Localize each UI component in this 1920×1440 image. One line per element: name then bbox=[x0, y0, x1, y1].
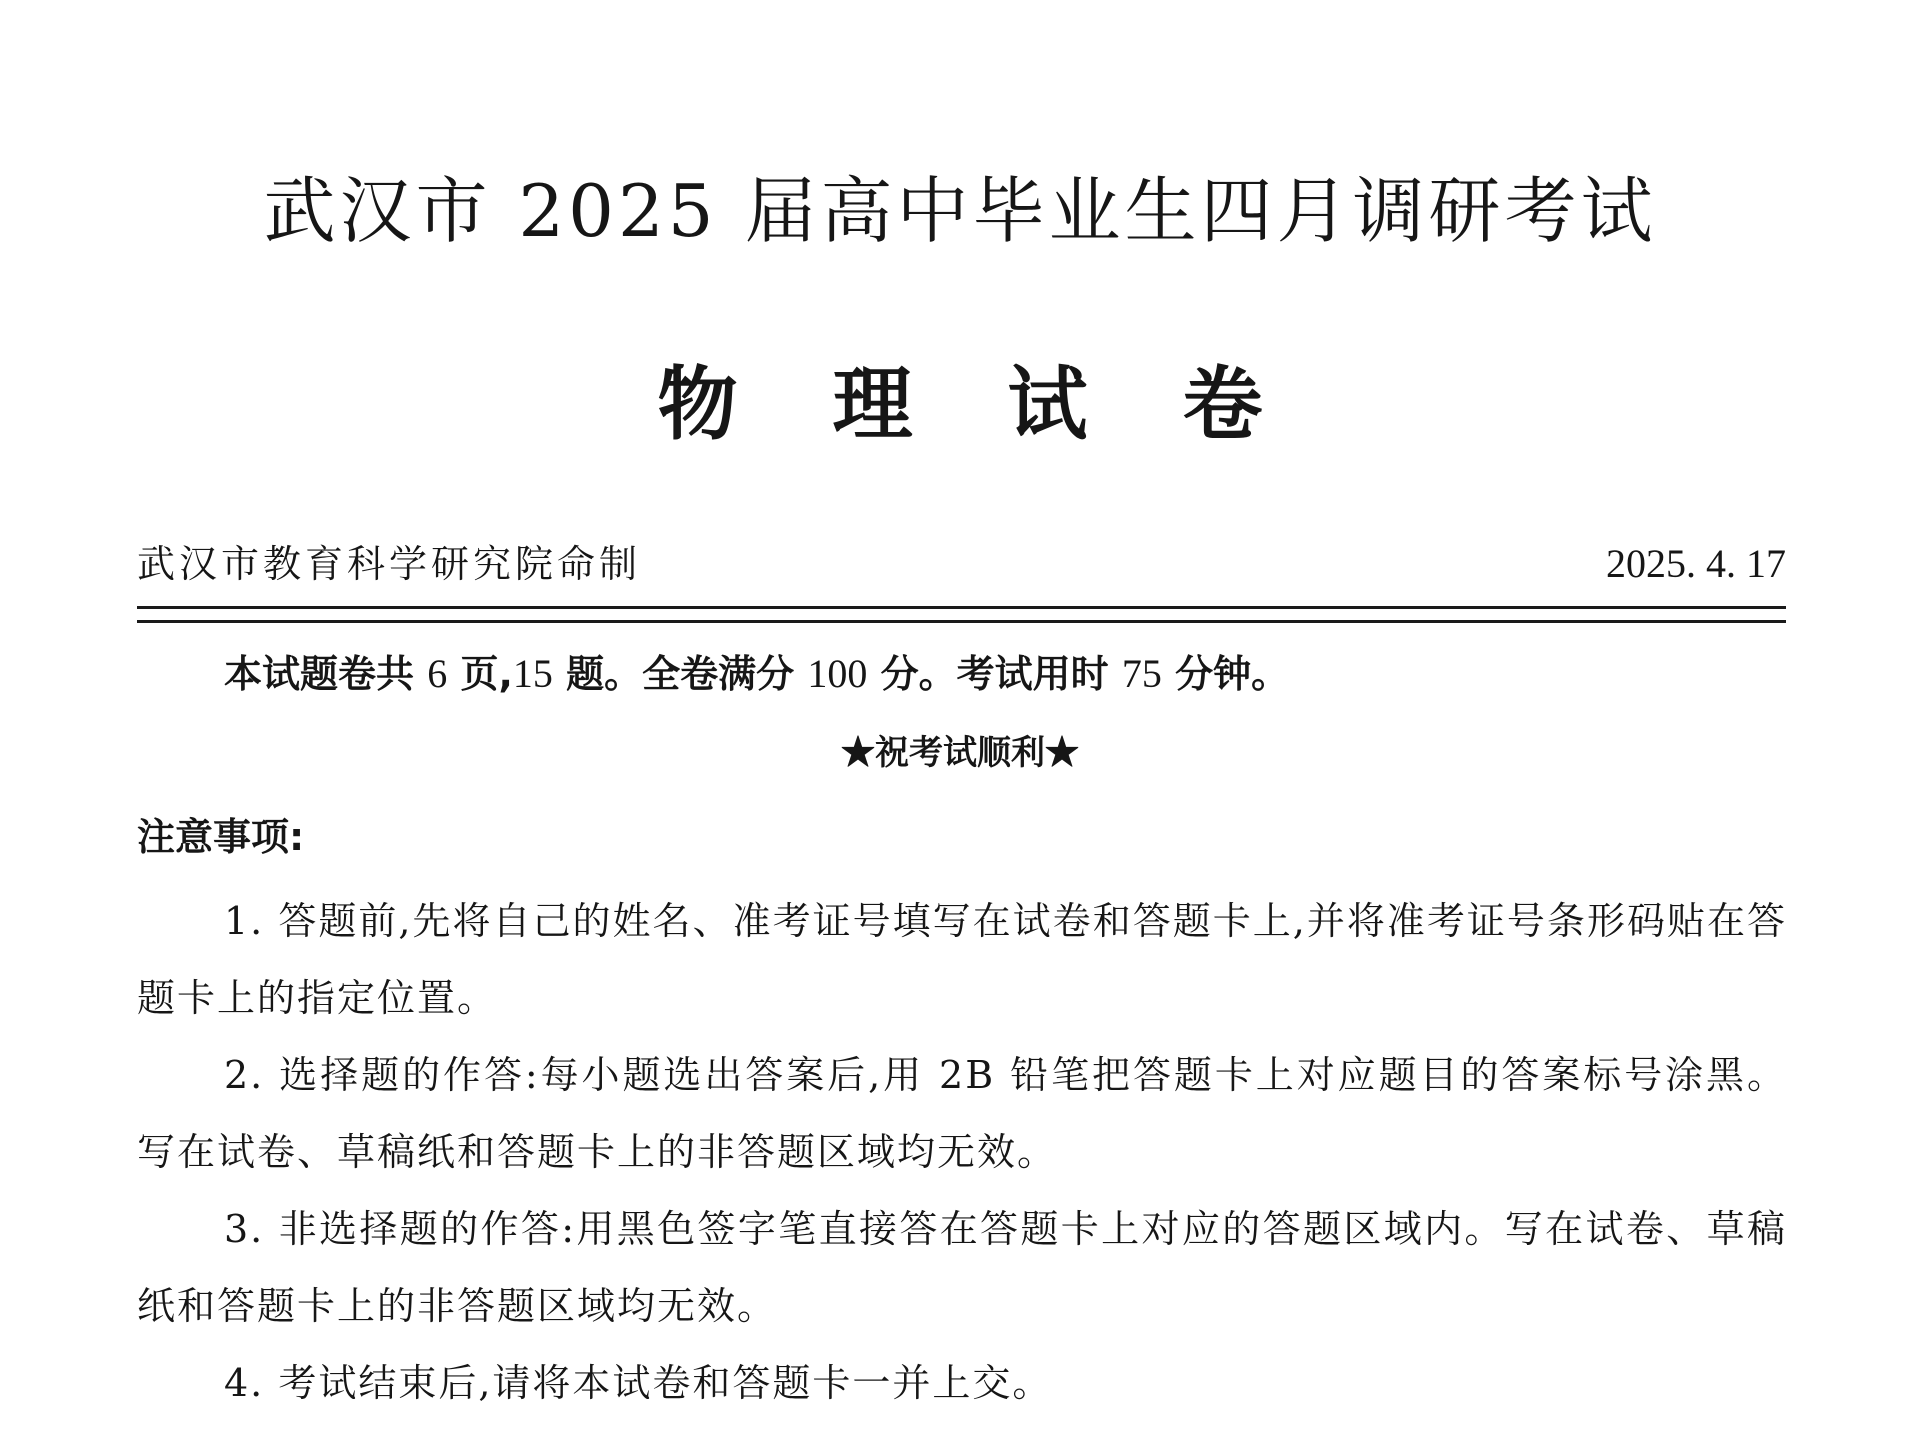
question-count-unit: 题。全卷满分 bbox=[566, 652, 795, 696]
meta-row bbox=[137, 540, 1786, 588]
time-limit: 75 bbox=[1121, 651, 1162, 696]
note-item: 3. 非选择题的作答:用黑色签字笔直接答在答题卡上对应的答题区域内。写在试卷、草稿纸和答题卡上的非答题区域均无效。 bbox=[137, 1207, 1787, 1328]
issuer-label: 武汉市教育科学研究院命制 bbox=[137, 542, 642, 586]
question-count: 15 bbox=[512, 651, 553, 696]
exam-summary bbox=[224, 650, 1289, 698]
exam-title: 武汉市 2025 届高中毕业生四月调研考试 bbox=[263, 169, 1657, 253]
full-score-unit: 分。考试用时 bbox=[880, 652, 1109, 696]
time-limit-unit: 分钟。 bbox=[1175, 652, 1290, 696]
note-item: 1. 答题前,先将自己的姓名、准考证号填写在试卷和答题卡上,并将准考证号条形码贴在答题卡上的指定位置。 bbox=[137, 899, 1787, 1020]
full-score: 100 bbox=[807, 651, 868, 696]
subject-title: 物理试卷 bbox=[657, 358, 1358, 451]
double-rule-divider bbox=[137, 606, 1786, 623]
summary-prefix: 本试题卷共 bbox=[224, 652, 415, 696]
blessing-line: ★祝考试顺利★ bbox=[841, 733, 1079, 773]
note-item: 4. 考试结束后,请将本试卷和答题卡一并上交。 bbox=[224, 1361, 1053, 1405]
note-item: 2. 选择题的作答:每小题选出答案后,用 2B 铅笔把答题卡上对应题目的答案标号涂黑。写在试卷、草稿纸和答题卡上的非答题区域均无效。 bbox=[137, 1053, 1787, 1174]
page-count: 6 bbox=[427, 651, 448, 696]
exam-date: 2025. 4. 17 bbox=[1606, 541, 1786, 586]
notes-heading: 注意事项: bbox=[137, 815, 305, 859]
notes-list bbox=[137, 883, 1787, 1422]
page-count-unit: 页, bbox=[460, 652, 513, 696]
